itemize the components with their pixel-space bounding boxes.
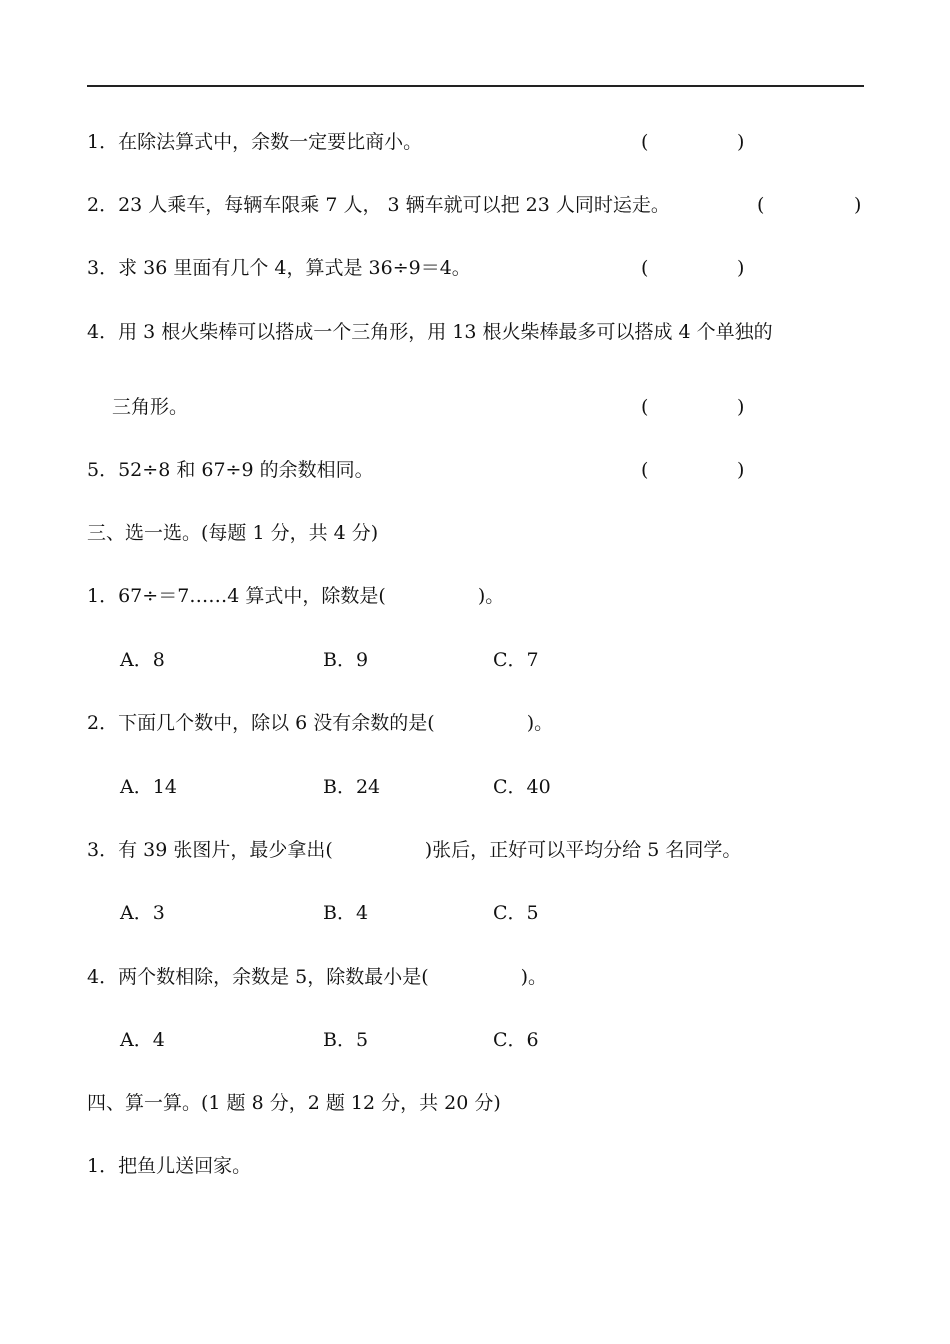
choice-question-1: 1．67÷＝7……4 算式中，除数是( )。: [87, 585, 505, 607]
calc-item-1: 1．把鱼儿送回家。: [87, 1155, 252, 1177]
option-a[interactable]: A．8: [120, 649, 165, 671]
option-a[interactable]: A．14: [120, 776, 177, 798]
answer-close-bracket: ): [737, 257, 745, 279]
answer-close-bracket: ): [737, 459, 745, 481]
option-b[interactable]: B．24: [323, 776, 381, 798]
choice-question-3: 3．有 39 张图片，最少拿出( )张后，正好可以平均分给 5 名同学。: [87, 839, 742, 861]
answer-open-bracket[interactable]: (: [757, 194, 765, 216]
judge-item-4-continuation: 三角形。: [112, 396, 189, 418]
option-b[interactable]: B．5: [323, 1029, 369, 1051]
judge-item-1: 1．在除法算式中，余数一定要比商小。: [87, 131, 423, 153]
answer-open-bracket[interactable]: (: [641, 396, 649, 418]
option-b[interactable]: B．4: [323, 902, 369, 924]
answer-close-bracket: ): [854, 194, 862, 216]
choice-question-2: 2．下面几个数中，除以 6 没有余数的是( )。: [87, 712, 554, 734]
option-a[interactable]: A．3: [120, 902, 165, 924]
judge-item-2: 2．23 人乘车，每辆车限乘 7 人， 3 辆车就可以把 23 人同时运走。: [87, 194, 670, 216]
option-c[interactable]: C．40: [493, 776, 551, 798]
choice-question-4: 4．两个数相除，余数是 5，除数最小是( )。: [87, 966, 548, 988]
option-c[interactable]: C．6: [493, 1029, 539, 1051]
answer-open-bracket[interactable]: (: [641, 257, 649, 279]
judge-item-5: 5．52÷8 和 67÷9 的余数相同。: [87, 459, 374, 481]
answer-close-bracket: ): [737, 131, 745, 153]
option-b[interactable]: B．9: [323, 649, 369, 671]
answer-open-bracket[interactable]: (: [641, 131, 649, 153]
judge-item-3: 3．求 36 里面有几个 4，算式是 36÷9＝4。: [87, 257, 471, 279]
option-a[interactable]: A．4: [120, 1029, 165, 1051]
top-rule: [87, 85, 864, 87]
section-heading-calc: 四、算一算。(1 题 8 分，2 题 12 分，共 20 分): [87, 1092, 501, 1114]
judge-item-4: 4．用 3 根火柴棒可以搭成一个三角形，用 13 根火柴棒最多可以搭成 4 个单独的: [87, 321, 773, 343]
section-heading-choose: 三、选一选。(每题 1 分，共 4 分): [87, 522, 379, 544]
answer-close-bracket: ): [737, 396, 745, 418]
option-c[interactable]: C．5: [493, 902, 539, 924]
option-c[interactable]: C．7: [493, 649, 539, 671]
answer-open-bracket[interactable]: (: [641, 459, 649, 481]
